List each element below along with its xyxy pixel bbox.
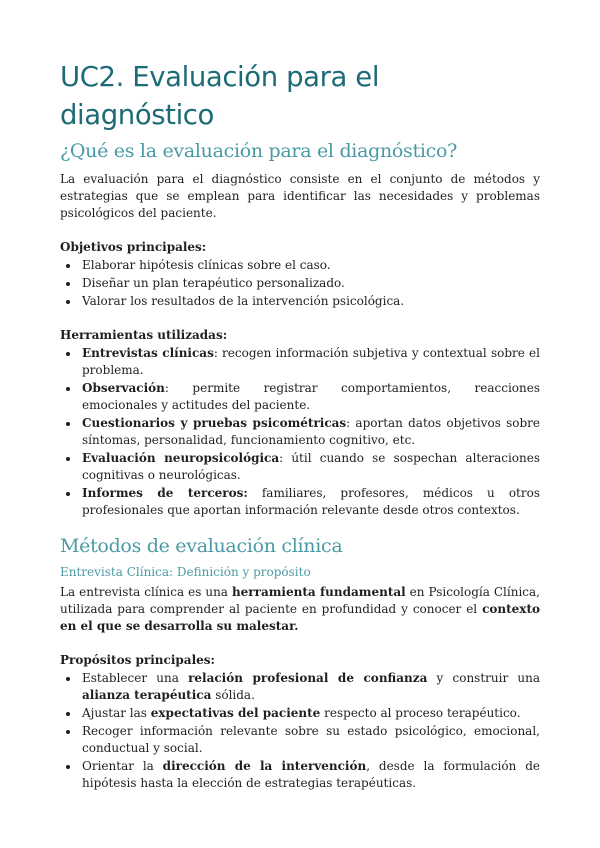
list-item [80, 723, 540, 757]
list-item [80, 485, 540, 519]
text-run: La entrevista clínica es una [60, 585, 232, 599]
text-run: Establecer una [82, 671, 189, 685]
text-run: Ajustar las [82, 706, 151, 720]
entrevista-paragraph [60, 584, 540, 635]
bold-run: herramienta fundamental [231, 585, 406, 599]
list-item [80, 380, 540, 414]
bold-run: alianza terapéutica [82, 688, 212, 702]
intro-paragraph: La evaluación para el diagnóstico consiste en el conjunto de métodos y estrategias que se emplean para identificar las necesidades y problemas psicológicos del paciente. [60, 172, 540, 220]
tools-list [60, 345, 540, 519]
bold-run: contexto en el que se desarrolla su malestar. [60, 602, 540, 633]
text-run: , desde la formulación de hipótesis hasta la elección de estrategias terapéuticas. [82, 759, 540, 790]
subheading-entrevista: Entrevista Clínica: Definición y propósito [60, 565, 311, 579]
term-description: familiares, profesores, médicos u otros profesionales que aportan información relevante desde otros contextos. [82, 486, 541, 517]
list-item: • Valorar los resultados de la intervención psicológica. [80, 293, 540, 310]
bold-run: expectativas del paciente [150, 706, 321, 720]
objectives-label: Objetivos principales: [60, 240, 207, 254]
section-heading-evaluacion: ¿Qué es la evaluación para el diagnóstico? [60, 140, 457, 162]
purposes-label: Propósitos principales: [60, 653, 215, 667]
text-run: sólida. [211, 688, 255, 702]
term: Evaluación neuropsicológica [82, 451, 280, 465]
text-run: en Psicología Clínica, utilizada para comprender al paciente en profundidad y conocer el [60, 585, 540, 616]
list-item [80, 670, 540, 704]
list-item [80, 758, 540, 792]
text-run: Recoger información relevante sobre su estado psicológico, emocional, conductual y social. [82, 724, 540, 755]
list-item [80, 450, 540, 484]
objectives-list [60, 257, 540, 310]
text-run: Orientar la [82, 759, 163, 773]
section-heading-metodos: Métodos de evaluación clínica [60, 535, 343, 557]
text-run: respecto al proceso terapéutico. [320, 706, 521, 720]
list-item [80, 415, 540, 449]
page-title: UC2. Evaluación para el diagnóstico [60, 61, 380, 131]
text-run: y construir una [427, 671, 540, 685]
term-description: : útil cuando se sospechan alteraciones cognitivas o neurológicas. [82, 451, 540, 482]
term: Observación [82, 381, 165, 395]
tools-label: Herramientas utilizadas: [60, 328, 228, 342]
list-item: • Diseñar un plan terapéutico personalizado. [80, 275, 540, 292]
term: Informes de terceros: [82, 486, 248, 500]
bold-run: relación profesional de confianza [188, 671, 428, 685]
purposes-list [60, 670, 540, 792]
term: Cuestionarios y pruebas psicométricas [82, 416, 347, 430]
term-description: : recogen información subjetiva y contextual sobre el problema. [82, 346, 540, 377]
list-item [80, 705, 540, 722]
term-description: : aportan datos objetivos sobre síntomas, personalidad, funcionamiento cognitivo, etc. [82, 416, 540, 447]
bold-run: dirección de la intervención [162, 759, 367, 773]
term: Entrevistas clínicas [82, 346, 214, 360]
list-item [80, 345, 540, 379]
term-description: : permite registrar comportamientos, reacciones emocionales y actitudes del paciente. [82, 381, 540, 412]
list-item: • Elaborar hipótesis clínicas sobre el caso. [80, 257, 540, 274]
